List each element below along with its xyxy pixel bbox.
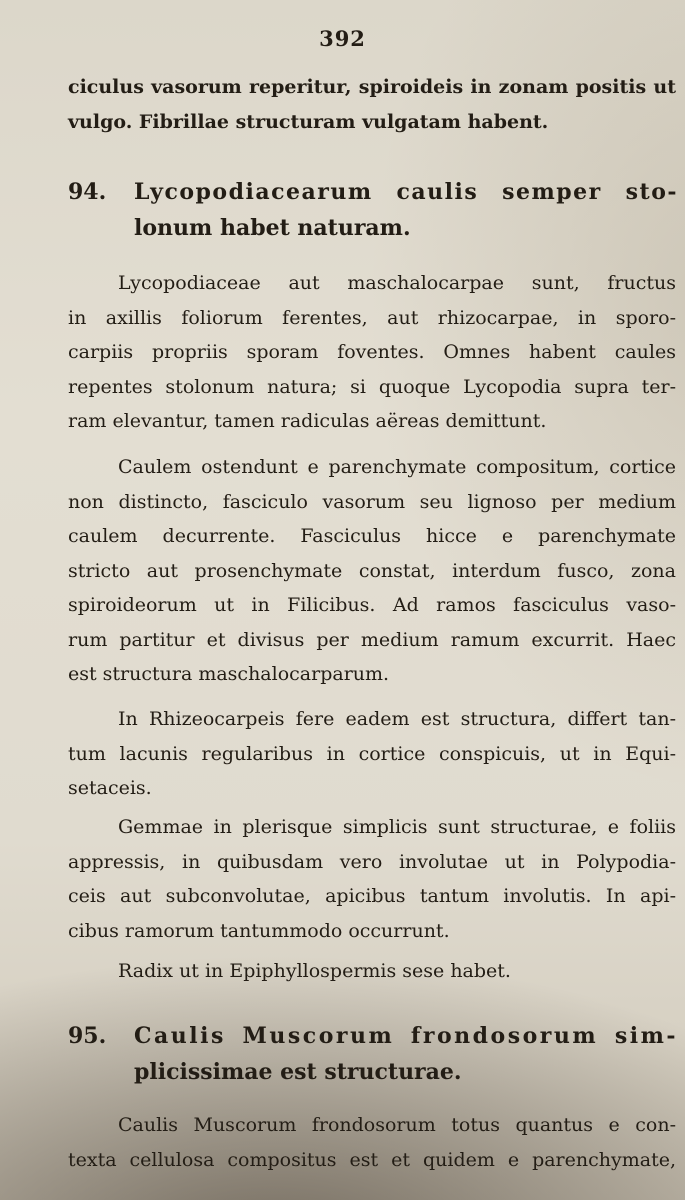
text-line: repentes stolonum natura; si quoque Lycopodia supra ter- xyxy=(68,375,676,398)
text-line: rum partitur et divisus per medium ramum excurrit. Haec xyxy=(68,628,676,651)
heading-line: lonum habet naturam. xyxy=(134,215,411,241)
text-line: Radix ut in Epiphyllospermis sese habet. xyxy=(118,960,511,982)
text-line: spiroideorum ut in Filicibus. Ad ramos fasciculus vaso- xyxy=(68,594,676,616)
text-line: appressis, in quibusdam vero involutae ut in Polypodia- xyxy=(68,850,676,873)
section-94-heading xyxy=(68,174,678,246)
text-line: In Rhizeocarpeis fere eadem est structura, differt tan- xyxy=(118,708,676,730)
text-line: carpiis propriis sporam foventes. Omnes habent caules xyxy=(68,341,676,363)
paragraph-1 xyxy=(68,266,676,439)
page-number: 392 xyxy=(319,26,366,51)
heading-line: plicissimae est structurae. xyxy=(134,1059,462,1085)
text-line: Caulis Muscorum frondosorum totus quantus e con- xyxy=(118,1114,676,1136)
text-line: setaceis. xyxy=(68,777,152,799)
text-line: ram elevantur, tamen radiculas aëreas demittunt. xyxy=(68,410,547,432)
intro-paragraph xyxy=(68,70,676,139)
paragraph-4 xyxy=(68,810,676,948)
text-line: Lycopodiaceae aut maschalocarpae sunt, fructus xyxy=(118,272,676,294)
text-line: est structura maschalocarparum. xyxy=(68,663,390,685)
section-95-heading xyxy=(68,1018,678,1090)
text-line: caulem decurrente. Fasciculus hicce e parenchymate xyxy=(68,525,676,547)
text-line: Gemmae in plerisque simplicis sunt structurae, e foliis xyxy=(118,816,676,838)
heading-line: Caulis Muscorum frondosorum sim- xyxy=(134,1023,678,1049)
text-line: cibus ramorum tantummodo occurrunt. xyxy=(68,919,450,942)
text-line: vulgo. Fibrillae structuram vulgatam habent. xyxy=(68,110,549,133)
text-line: ceis aut subconvolutae, apicibus tantum involutis. In api- xyxy=(68,885,676,907)
paragraph-6 xyxy=(68,1108,676,1177)
text-line: stricto aut prosenchymate constat, interdum fusco, zona xyxy=(68,559,676,582)
section-number: 95. xyxy=(68,1023,107,1049)
paragraph-3 xyxy=(68,702,676,806)
text-line: tum lacunis regularibus in cortice conspicuis, ut in Equi- xyxy=(68,742,676,765)
section-number: 94. xyxy=(68,179,107,205)
paragraph-2 xyxy=(68,450,676,692)
paragraph-5 xyxy=(68,954,676,989)
text-line: non distincto, fasciculo vasorum seu lignoso per medium xyxy=(68,490,676,513)
text-line: texta cellulosa compositus est et quidem e parenchymate, xyxy=(68,1148,676,1171)
text-line: in axillis foliorum ferentes, aut rhizocarpae, in sporo- xyxy=(68,306,676,329)
heading-line: Lycopodiacearum caulis semper sto- xyxy=(134,179,678,205)
text-line: Caulem ostendunt e parenchymate compositum, cortice xyxy=(118,456,676,478)
text-line: ciculus vasorum reperitur, spiroideis in zonam positis ut xyxy=(68,76,676,98)
